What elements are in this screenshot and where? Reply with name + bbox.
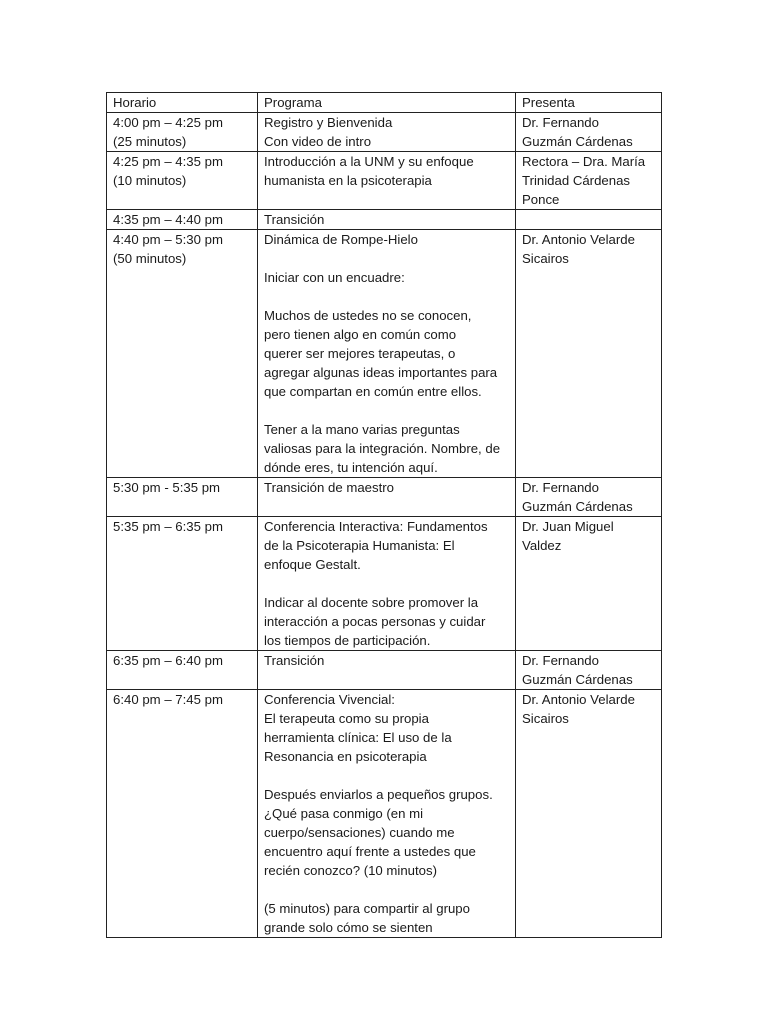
presenter-cell xyxy=(516,210,662,230)
presenter-cell: Dr. Antonio Velarde Sicairos xyxy=(516,230,662,478)
time-cell: 4:00 pm – 4:25 pm (25 minutos) xyxy=(107,113,258,152)
time-cell: 5:30 pm - 5:35 pm xyxy=(107,478,258,517)
table-row xyxy=(107,152,662,210)
header-time: Horario xyxy=(107,93,258,113)
program-cell: Dinámica de Rompe-Hielo Iniciar con un encuadre: Muchos de ustedes no se conocen, pero tienen algo en común como querer ser mejores terapeutas, o agregar algunas ideas importantes para que compartan en común entre ellos. Tener a la mano varias preguntas valiosas para la integración. Nombre, de dónde eres, tu intención aquí. xyxy=(258,230,516,478)
program-cell: Registro y Bienvenida Con video de intro xyxy=(258,113,516,152)
presenter-cell: Dr. Juan Miguel Valdez xyxy=(516,517,662,651)
program-cell: Transición xyxy=(258,210,516,230)
table-row xyxy=(107,690,662,938)
table-row xyxy=(107,478,662,517)
presenter-cell: Dr. Fernando Guzmán Cárdenas xyxy=(516,478,662,517)
time-cell: 6:40 pm – 7:45 pm xyxy=(107,690,258,938)
time-cell: 4:40 pm – 5:30 pm (50 minutos) xyxy=(107,230,258,478)
time-cell: 4:25 pm – 4:35 pm (10 minutos) xyxy=(107,152,258,210)
schedule-table xyxy=(106,92,662,938)
table-row xyxy=(107,517,662,651)
program-cell: Transición xyxy=(258,651,516,690)
presenter-cell: Dr. Fernando Guzmán Cárdenas xyxy=(516,651,662,690)
table-row xyxy=(107,230,662,478)
presenter-cell: Dr. Antonio Velarde Sicairos xyxy=(516,690,662,938)
program-cell: Conferencia Interactiva: Fundamentos de la Psicoterapia Humanista: El enfoque Gestalt. Indicar al docente sobre promover la interacción a pocas personas y cuidar los tiempos de participación. xyxy=(258,517,516,651)
table-row xyxy=(107,210,662,230)
header-program: Programa xyxy=(258,93,516,113)
header-presenter: Presenta xyxy=(516,93,662,113)
presenter-cell: Rectora – Dra. María Trinidad Cárdenas Ponce xyxy=(516,152,662,210)
presenter-cell: Dr. Fernando Guzmán Cárdenas xyxy=(516,113,662,152)
table-row xyxy=(107,651,662,690)
table-row xyxy=(107,113,662,152)
time-cell: 5:35 pm – 6:35 pm xyxy=(107,517,258,651)
program-cell: Introducción a la UNM y su enfoque humanista en la psicoterapia xyxy=(258,152,516,210)
program-cell: Transición de maestro xyxy=(258,478,516,517)
time-cell: 4:35 pm – 4:40 pm xyxy=(107,210,258,230)
time-cell: 6:35 pm – 6:40 pm xyxy=(107,651,258,690)
program-cell: Conferencia Vivencial: El terapeuta como su propia herramienta clínica: El uso de la Resonancia en psicoterapia Después enviarlos a pequeños grupos. ¿Qué pasa conmigo (en mi cuerpo/sensaciones) cuando me encuentro aquí frente a ustedes que recién conozco? (10 minutos) (5 minutos) para compartir al grupo grande solo cómo se sienten xyxy=(258,690,516,938)
header-row xyxy=(107,93,662,113)
